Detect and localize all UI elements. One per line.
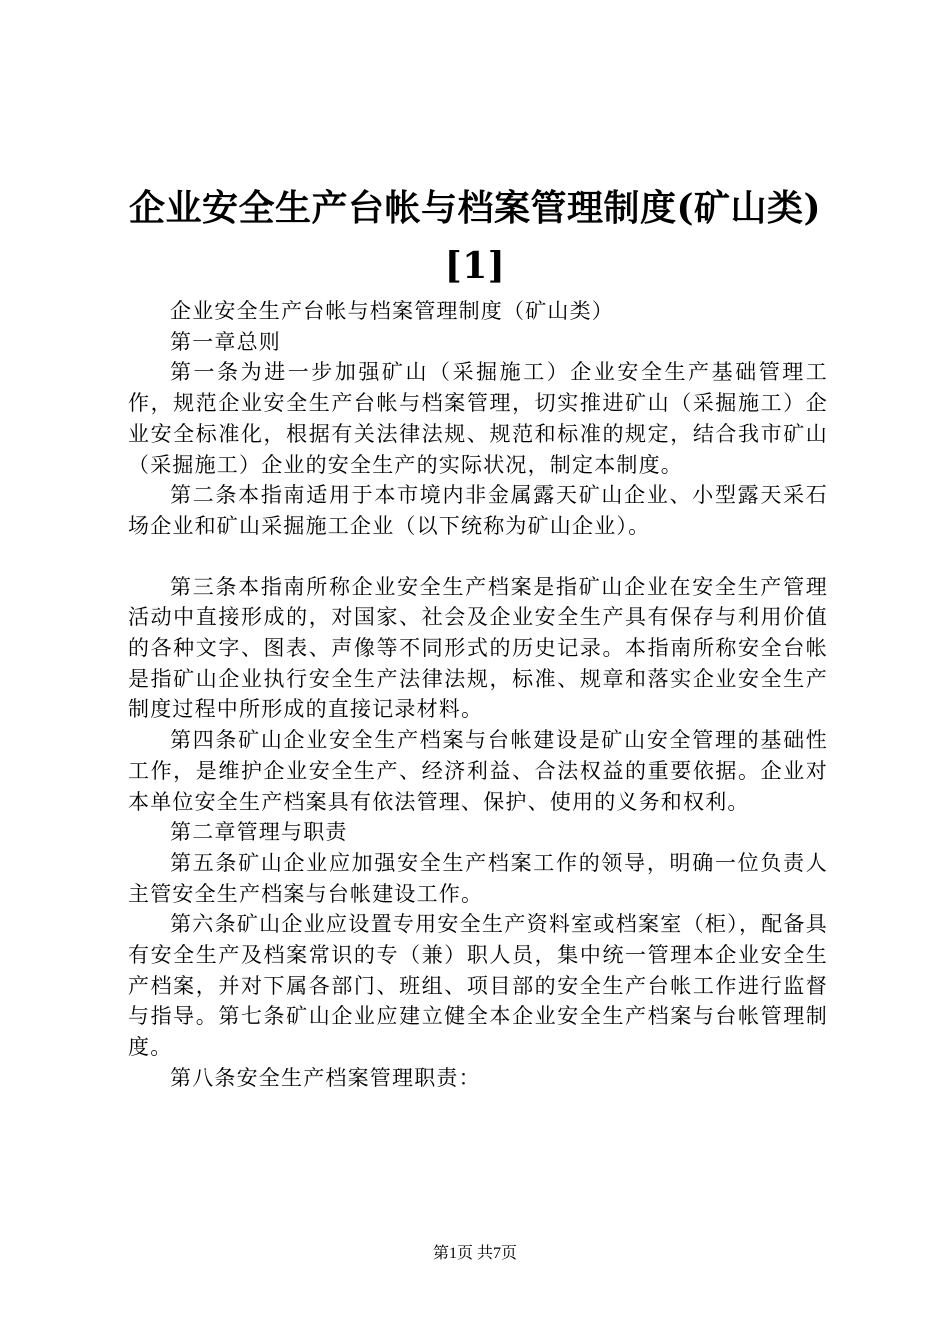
paragraph-article-6: 第六条矿山企业应设置专用安全生产资料室或档案室（柜），配备具有安全生产及档案常识的专（兼）职人员，集中统一管理本企业安全生产档案，并对下属各部门、班组、项目部的安全生产台帐工作进行监督与指导。第七条矿山企业应建立健全本企业安全生产档案与台帐管理制度。 bbox=[128, 912, 828, 1060]
paragraph-article-1: 第一条为进一步加强矿山（采掘施工）企业安全生产基础管理工作，规范企业安全生产台帐与档案管理，切实推进矿山（采掘施工）企业安全标准化，根据有关法律法规、规范和标准的规定，结合我市矿山（采掘施工）企业的安全生产的实际状况，制定本制度。 bbox=[128, 360, 828, 477]
paragraph-article-2: 第二条本指南适用于本市境内非金属露天矿山企业、小型露天采石场企业和矿山采掘施工企业（以下统称为矿山企业）。 bbox=[128, 483, 828, 538]
paragraph-article-4: 第四条矿山企业安全生产档案与台帐建设是矿山安全管理的基础性工作，是维护企业安全生产、经济利益、合法权益的重要依据。企业对本单位安全生产档案具有依法管理、保护、使用的义务和权利。 bbox=[128, 728, 828, 814]
paragraph-doc-heading: 企业安全生产台帐与档案管理制度（矿山类） bbox=[170, 299, 614, 323]
paragraph-article-3: 第三条本指南所称企业安全生产档案是指矿山企业在安全生产管理活动中直接形成的，对国家、社会及企业安全生产具有保存与利用价值的各种文字、图表、声像等不同形式的历史记录。本指南所称安全台帐是指矿山企业执行安全生产法律法规，标准、规章和落实企业安全生产制度过程中所形成的直接记录材料。 bbox=[128, 574, 828, 722]
document-title-line1: 企业安全生产台帐与档案管理制度(矿山类) bbox=[128, 187, 822, 229]
document-body bbox=[128, 296, 828, 1094]
paragraph-article-5: 第五条矿山企业应加强安全生产档案工作的领导，明确一位负责人主管安全生产档案与台帐建设工作。 bbox=[128, 850, 828, 906]
page-number-footer: 第1页 共7页 bbox=[432, 1245, 517, 1262]
paragraph-chapter-1: 第一章总则 bbox=[170, 329, 281, 354]
document-title-line2: [1] bbox=[444, 245, 506, 287]
paragraph-article-8: 第八条安全生产档案管理职责： bbox=[170, 1065, 481, 1090]
paragraph-chapter-2: 第二章管理与职责 bbox=[170, 820, 348, 845]
